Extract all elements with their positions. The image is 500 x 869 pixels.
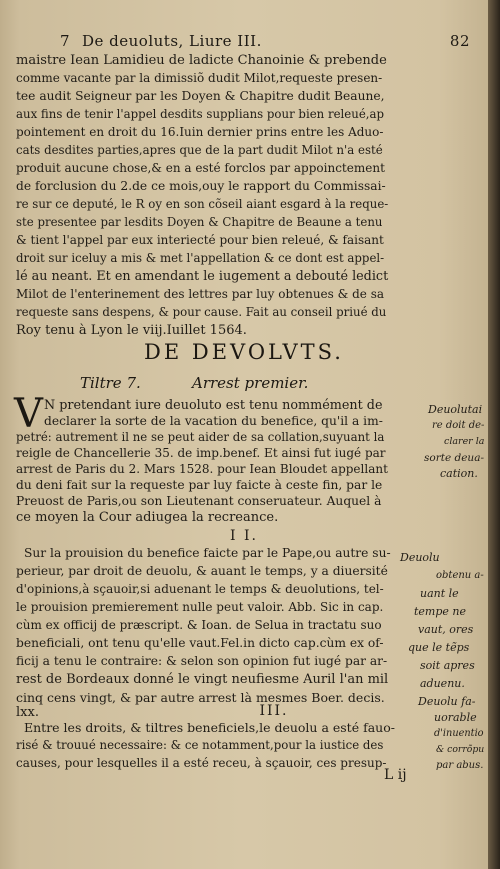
running-header	[60, 32, 470, 52]
margin-note: que le tẽps	[408, 641, 470, 654]
margin-note: & corrõpu	[436, 744, 485, 755]
margin-note: Deuolu fa-	[418, 695, 476, 708]
margin-note: cation.	[440, 467, 478, 480]
text-line: rest de Bordeaux donné le vingt neufiesme Auril l'an mil	[16, 672, 389, 687]
text-line: d'opinions,à sçauoir,si aduenant le temps & deuolutions, tel-	[16, 582, 384, 596]
margin-note: tempe ne	[414, 605, 467, 618]
text-line: ce moyen la Cour adiugea la recreance.	[16, 510, 279, 525]
text-line: maistre Iean Lamidieu de ladicte Chanoinie & prebende	[16, 53, 387, 68]
margin-note: aduenu.	[420, 677, 465, 690]
text-line: ficij a tenu le contraire: & selon son opinion fut iugé par ar-	[16, 654, 388, 668]
text-line: de forclusion du 2.de ce mois,ouy le rapport du Commissai-	[16, 179, 386, 193]
text-line: declarer la sorte de la vacation du benefice, qu'il a im-	[44, 414, 383, 428]
margin-note: d'inuentio	[434, 728, 484, 739]
text-line: produit aucune chose,& en a esté forclos par appoinctement	[16, 161, 385, 175]
text-line: lxx.	[16, 705, 39, 720]
text-line: ste presentee par lesdits Doyen & Chapitre de Beaune a tenu	[16, 215, 383, 229]
margin-note: clarer la	[444, 436, 485, 447]
text-line: causes, pour lesquelles il a esté receu, à sçauoir, ces presup-	[16, 756, 387, 770]
signature-mark: L ij	[384, 767, 407, 783]
header-number: 7	[60, 32, 71, 50]
page-edge	[488, 0, 500, 869]
margin-note: Deuolutai	[428, 403, 483, 416]
text-line: comme vacante par la dimissiõ dudit Milot,requeste presen-	[16, 71, 383, 85]
text-line: risé & trouué necessaire: & ce notamment,pour la iustice des	[16, 738, 384, 752]
text-line: arrest de Paris du 2. Mars 1528. pour Iean Bloudet appellant	[16, 462, 388, 476]
arrest-heading: Arrest premier.	[192, 374, 309, 392]
margin-note: re doit de-	[432, 420, 485, 431]
subtitle	[80, 374, 380, 392]
text-line: du deni fait sur la requeste par luy faicte à ceste fin, par le	[16, 478, 383, 492]
drop-cap: V	[14, 391, 43, 437]
folio-number: 82	[449, 32, 470, 50]
text-line: cats desdites parties,apres que de la part dudit Milot n'a esté	[16, 143, 383, 157]
margin-note: soit apres	[420, 659, 475, 672]
margin-note: par abus.	[436, 760, 484, 771]
text-line: cùm ex officij de præscript. & Ioan. de Selua in tractatu suo	[16, 618, 382, 632]
text-line: Sur la prouision du benefice faicte par le Pape,ou autre su-	[24, 546, 391, 560]
margin-note: obtenu a-	[436, 570, 484, 581]
text-line: & tient l'appel par eux interiecté pour bien releué, & faisant	[16, 233, 384, 247]
text-line: perieur, par droit de deuolu, & auant le temps, y a diuersité	[16, 564, 388, 578]
section-title: DE DEVOLVTS.	[144, 340, 344, 364]
text-line: petré: autrement il ne se peut aider de sa collation,suyuant la	[16, 430, 385, 444]
header-title: De deuoluts, Liure III.	[82, 32, 262, 50]
text-line: re sur ce deputé, le R oy en son cõseil aiant esgard à la reque-	[16, 197, 389, 211]
margin-note: Deuolu	[400, 551, 440, 564]
margin-note: sorte deua-	[424, 452, 485, 464]
text-line: droit sur iceluy a mis & met l'appellation & ce dont est appel-	[16, 251, 385, 265]
text-line: aux fins de tenir l'appel desdits supplians pour bien releué,ap	[16, 107, 385, 121]
text-line: Preuost de Paris,ou son Lieutenant conseruateur. Auquel à	[16, 494, 382, 508]
text-line: tee audit Seigneur par les Doyen & Chapitre dudit Beaune,	[16, 89, 385, 103]
margin-note: uorable	[434, 711, 477, 724]
text-line: le prouision premierement nulle peut valoir. Abb. Sic in cap.	[16, 600, 384, 614]
text-line: pointement en droit du 16.Iuin dernier prins entre les Aduo-	[16, 125, 384, 139]
text-line: Roy tenu à Lyon le viij.Iuillet 1564.	[16, 323, 247, 338]
text-line: cinq cens vingt, & par autre arrest là mesmes Boer. decis.	[16, 690, 385, 705]
text-line: N pretendant iure deuoluto est tenu nommément de	[44, 398, 383, 413]
text-line: lé au neant. Et en amendant le iugement a debouté ledict	[16, 269, 389, 284]
text-line: reigle de Chancellerie 35. de imp.benef. Et ainsi fut iugé par	[16, 446, 386, 460]
text-line: requeste sans despens, & pour cause. Fait au conseil priué du	[16, 305, 387, 319]
text-line: beneficiali, ont tenu qu'elle vaut.Fel.in dicto cap.cùm ex of-	[16, 636, 384, 650]
section-numeral: III.	[259, 703, 289, 719]
text-line: Milot de l'enterinement des lettres par luy obtenues & de sa	[16, 287, 385, 301]
margin-note: uant le	[420, 587, 459, 600]
title-number: Tiltre 7.	[80, 374, 141, 392]
margin-note: vaut, ores	[418, 623, 474, 636]
text-line: Entre les droits, & tiltres beneficiels,le deuolu a esté fauo-	[24, 720, 395, 735]
section-numeral: I I.	[230, 528, 258, 544]
